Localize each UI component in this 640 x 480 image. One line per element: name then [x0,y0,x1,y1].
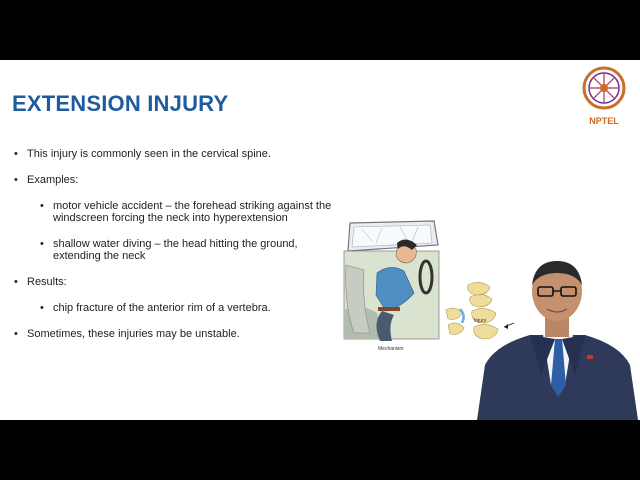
slide [0,60,640,420]
sub-bullet-list [27,200,334,262]
injury-label: Injury [474,318,487,324]
bullet-text: Examples: [27,174,79,186]
sub-bullet-item [40,302,338,314]
sub-bullet-item [40,200,338,224]
bullet-item [14,148,334,160]
bullet-text: shallow water diving – the head hitting the ground, extending the neck [53,238,298,262]
bullet-list [14,148,334,354]
bullet-item [14,276,334,314]
bullet-text: motor vehicle accident – the forehead striking against the windscreen forcing the neck into hyperextension [53,200,332,224]
slide-title: EXTENSION INJURY [12,91,229,116]
bullet-item [14,328,334,340]
logo-text: NPTEL [589,116,619,126]
nptel-logo-icon [580,66,628,114]
bullet-item [14,174,334,262]
bullet-text: Results: [27,276,67,288]
mechanism-label: Mechanism [378,346,404,352]
bullet-text: chip fracture of the anterior rim of a vertebra. [53,302,271,314]
sub-bullet-item [40,238,338,262]
speaker-illustration [475,255,640,420]
bullet-text: This injury is commonly seen in the cervical spine. [27,148,271,160]
bullet-text: Sometimes, these injuries may be unstable. [27,328,240,340]
sub-bullet-list [27,302,334,314]
nptel-logo [580,66,628,130]
speaker [475,255,640,420]
